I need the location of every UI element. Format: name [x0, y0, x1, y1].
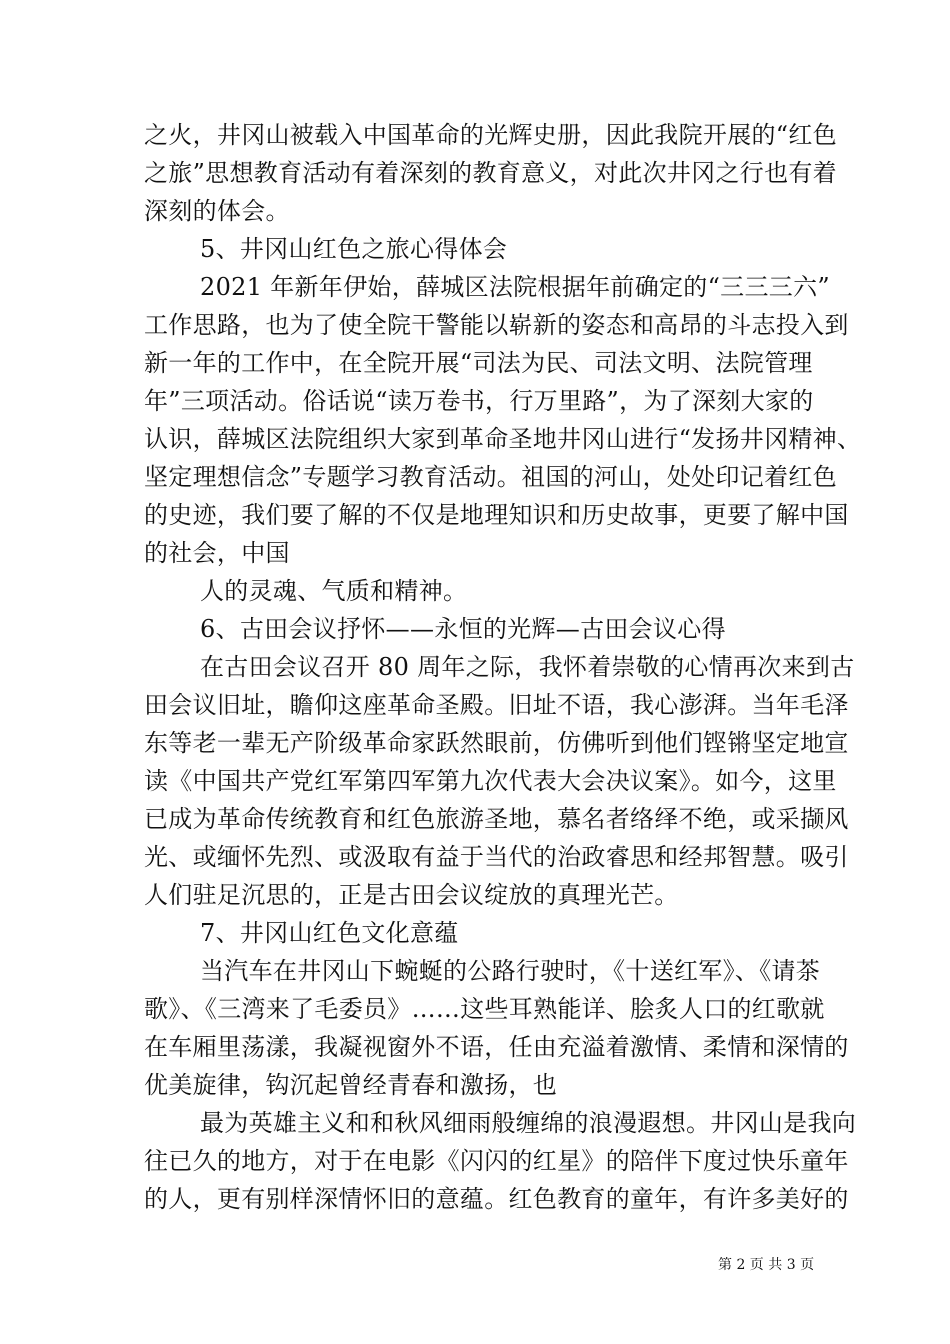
- section-heading: 6、古田会议抒怀——永恒的光辉—古田会议心得: [200, 615, 726, 643]
- section-heading: 7、井冈山红色文化意蕴: [200, 919, 459, 947]
- body-text-line: 歌》、《三湾来了毛委员》……这些耳熟能详、脍炙人口的红歌就: [144, 995, 825, 1023]
- body-text-line: 新一年的工作中，在全院开展“司法为民、司法文明、法院管理: [144, 349, 813, 377]
- page-number: 第 2 页 共 3 页: [718, 1257, 815, 1273]
- body-text-line: 工作思路，也为了使全院干警能以崭新的姿态和高昂的斗志投入到: [144, 311, 849, 339]
- body-text-line: 认识，薛城区法院组织大家到革命圣地井冈山进行“发扬井冈精神、: [144, 425, 862, 453]
- body-text-line: 年”三项活动。俗话说“读万卷书，行万里路”，为了深刻大家的: [144, 387, 814, 415]
- body-text-line: 往已久的地方，对于在电影《闪闪的红星》的陪伴下度过快乐童年: [144, 1147, 849, 1175]
- body-text-line: 田会议旧址，瞻仰这座革命圣殿。旧址不语，我心澎湃。当年毛泽: [144, 691, 849, 719]
- body-text-line: 在车厢里荡漾，我凝视窗外不语，任由充溢着激情、柔情和深情的: [144, 1033, 849, 1061]
- body-text-line: 已成为革命传统教育和红色旅游圣地，慕名者络绎不绝，或采撷风: [144, 805, 849, 833]
- body-text-line: 坚定理想信念”专题学习教育活动。祖国的河山，处处印记着红色: [144, 463, 837, 491]
- body-text-line: 在古田会议召开 80 周年之际，我怀着崇敬的心情再次来到古: [200, 653, 855, 681]
- body-text-line: 东等老一辈无产阶级革命家跃然眼前，仿佛听到他们铿锵坚定地宣: [144, 729, 849, 757]
- body-text-line: 2021 年新年伊始，薛城区法院根据年前确定的“三三三六”: [200, 273, 830, 301]
- body-text-line: 深刻的体会。: [144, 197, 290, 225]
- body-text-line: 的史迹，我们要了解的不仅是地理知识和历史故事，更要了解中国: [144, 501, 849, 529]
- body-text-line: 之火，井冈山被载入中国革命的光辉史册，因此我院开展的“红色: [144, 121, 837, 149]
- body-text-line: 的社会，中国: [144, 539, 290, 567]
- body-text-line: 光、或缅怀先烈、或汲取有益于当代的治政睿思和经邦智慧。吸引: [144, 843, 849, 871]
- body-text-line: 当汽车在井冈山下蜿蜒的公路行驶时，《十送红军》、《请茶: [200, 957, 821, 985]
- body-text-line: 人们驻足沉思的，正是古田会议绽放的真理光芒。: [144, 881, 679, 909]
- body-text-line: 人的灵魂、气质和精神。: [200, 577, 468, 605]
- body-text-line: 的人，更有别样深情怀旧的意蕴。红色教育的童年，有许多美好的: [144, 1185, 849, 1213]
- body-text-line: 最为英雄主义和和秋风细雨般缠绵的浪漫遐想。井冈山是我向: [200, 1109, 857, 1137]
- body-text-line: 读《中国共产党红军第四军第九次代表大会决议案》。如今，这里: [144, 767, 837, 795]
- body-text-line: 之旅”思想教育活动有着深刻的教育意义，对此次井冈之行也有着: [144, 159, 837, 187]
- section-heading: 5、井冈山红色之旅心得体会: [200, 235, 508, 263]
- body-text-line: 优美旋律，钩沉起曾经青春和激扬，也: [144, 1071, 558, 1099]
